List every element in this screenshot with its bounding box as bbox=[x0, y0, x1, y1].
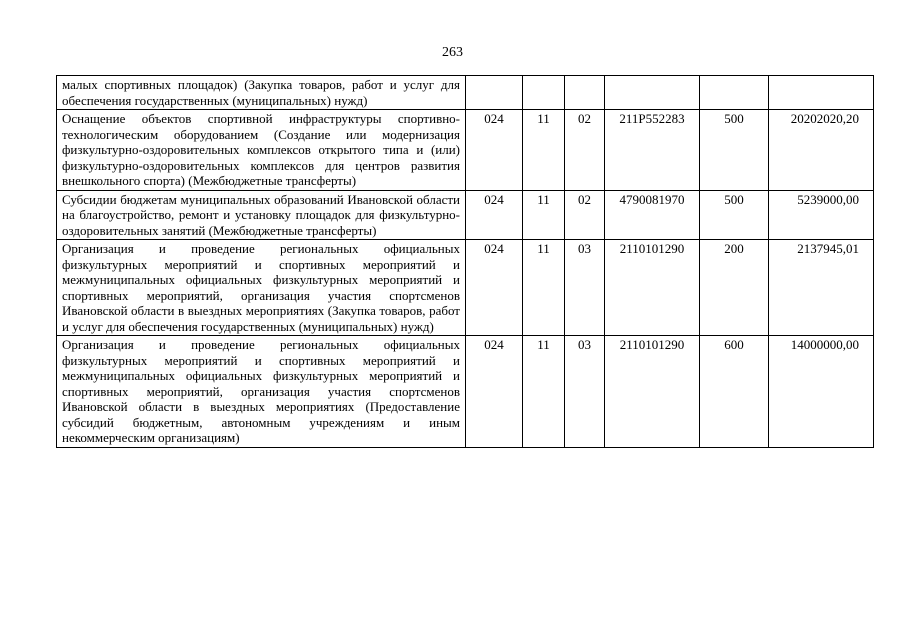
row-subsection: 02 bbox=[565, 110, 605, 191]
row-subsection: 03 bbox=[565, 240, 605, 336]
row-section: 11 bbox=[523, 190, 565, 240]
row-amount: 5239000,00 bbox=[769, 190, 874, 240]
table-row bbox=[57, 76, 874, 110]
table-row bbox=[57, 190, 874, 240]
row-expense-type: 500 bbox=[700, 190, 769, 240]
row-subsection: 02 bbox=[565, 190, 605, 240]
row-amount: 20202020,20 bbox=[769, 110, 874, 191]
row-subsection bbox=[565, 76, 605, 110]
page-number: 263 bbox=[442, 45, 463, 60]
table-row bbox=[57, 110, 874, 191]
row-subsection: 03 bbox=[565, 336, 605, 448]
row-description: малых спортивных площадок) (Закупка товаров, работ и услуг для обеспечения государственных (муниципальных) нужд) bbox=[57, 76, 466, 110]
row-description: Организация и проведение региональных официальных физкультурных мероприятий и спортивных мероприятий и межмуниципальных официальных физкультурных мероприятий и спортивных мероприятий, организация участия спортсменов Ивановской области в выездных мероприятиях (Закупка товаров, работ и услуг для обеспечения государственных (муниципальных) нужд) bbox=[57, 240, 466, 336]
row-section: 11 bbox=[523, 110, 565, 191]
row-section bbox=[523, 76, 565, 110]
row-target-article: 2110101290 bbox=[605, 336, 700, 448]
row-section: 11 bbox=[523, 240, 565, 336]
row-target-article bbox=[605, 76, 700, 110]
row-amount: 14000000,00 bbox=[769, 336, 874, 448]
row-grbs bbox=[466, 76, 523, 110]
row-section: 11 bbox=[523, 336, 565, 448]
row-description: Организация и проведение региональных официальных физкультурных мероприятий и спортивных мероприятий и межмуниципальных официальных физкультурных мероприятий и спортивных мероприятий, организация участия спортсменов Ивановской области в выездных мероприятиях (Предоставление субсидий бюджетным, автономным учреждениям и иным некоммерческим организациям) bbox=[57, 336, 466, 448]
row-grbs: 024 bbox=[466, 240, 523, 336]
row-expense-type: 500 bbox=[700, 110, 769, 191]
row-description: Субсидии бюджетам муниципальных образований Ивановской области на благоустройство, ремонт и установку площадок для физкультурно-оздоровительных занятий (Межбюджетные трансферты) bbox=[57, 190, 466, 240]
budget-table bbox=[56, 75, 874, 448]
row-expense-type: 600 bbox=[700, 336, 769, 448]
row-target-article: 2110101290 bbox=[605, 240, 700, 336]
table-row bbox=[57, 240, 874, 336]
row-expense-type bbox=[700, 76, 769, 110]
row-amount bbox=[769, 76, 874, 110]
row-expense-type: 200 bbox=[700, 240, 769, 336]
row-target-article: 211P552283 bbox=[605, 110, 700, 191]
row-grbs: 024 bbox=[466, 336, 523, 448]
table-row bbox=[57, 336, 874, 448]
row-target-article: 4790081970 bbox=[605, 190, 700, 240]
row-amount: 2137945,01 bbox=[769, 240, 874, 336]
row-grbs: 024 bbox=[466, 190, 523, 240]
row-grbs: 024 bbox=[466, 110, 523, 191]
row-description: Оснащение объектов спортивной инфраструктуры спортивно-технологическим оборудованием (Создание или модернизация физкультурно-оздоровительных комплексов открытого типа и (или) физкультурно-оздоровительных комплексов для центров развития внешкольного спорта) (Межбюджетные трансферты) bbox=[57, 110, 466, 191]
